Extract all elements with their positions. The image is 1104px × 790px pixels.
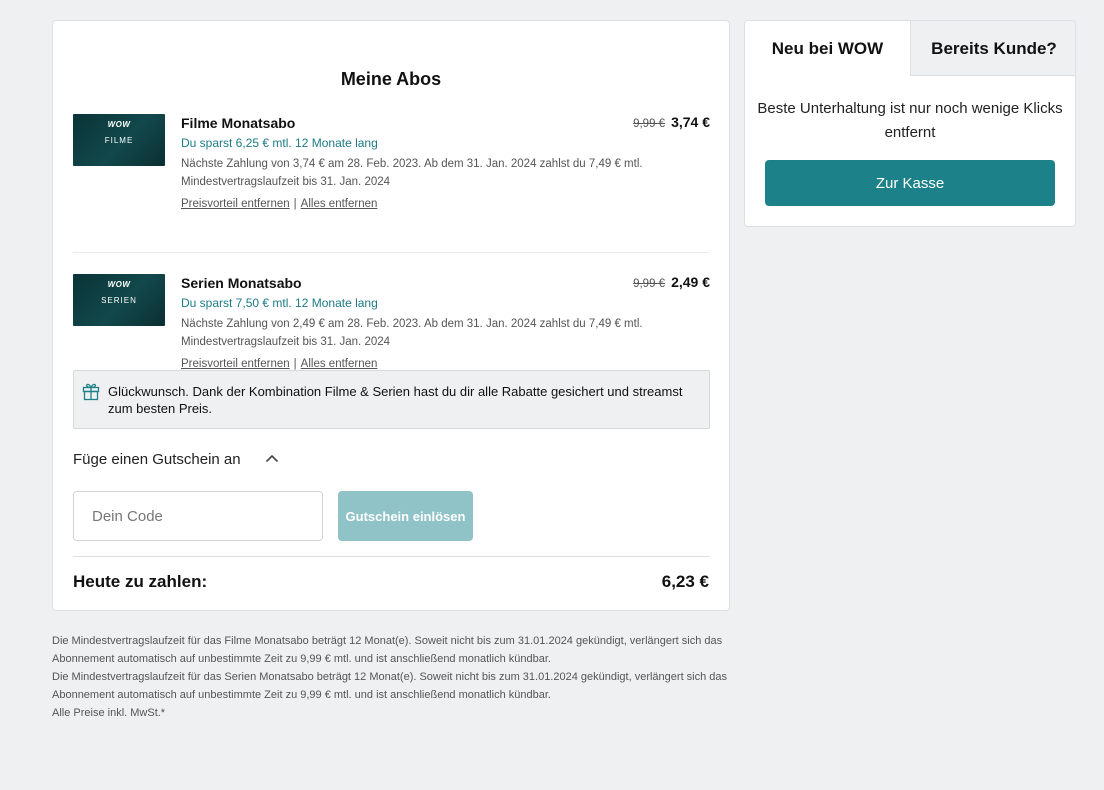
legal-disclaimer <box>52 632 732 722</box>
item-name: Filme Monatsabo <box>181 115 296 131</box>
thumbnail-logo: WOW <box>107 280 131 289</box>
subscription-item-serien <box>73 252 710 372</box>
old-price: 9,99 € <box>633 118 666 130</box>
combo-discount-notice <box>73 370 710 429</box>
cart-title: Meine Abos <box>340 69 442 89</box>
checkout-message: Beste Unterhaltung ist nur noch wenige Klicks entfernt <box>757 100 1063 141</box>
new-price: 2,49 € <box>671 274 710 290</box>
item-savings: Du sparst 7,50 € mtl. 12 Monate lang <box>181 296 378 310</box>
checkout-button[interactable]: Zur Kasse <box>765 160 1055 206</box>
item-next-payment <box>181 315 701 351</box>
coupon-toggle[interactable] <box>73 450 279 470</box>
disclaimer-filme: Die Mindestvertragslaufzeit für das Filme Monatsabo beträgt 12 Monat(e). Soweit nicht bis zum 31.01.2024 gekündigt, verlängert sich das Abonnement automatisch auf unbestimmte Zeit zu 9,99 € mtl. und ist anschließend monatlich kündbar. <box>52 635 723 665</box>
thumbnail-category: FILME <box>104 136 134 145</box>
subscription-item-filme <box>73 114 710 234</box>
remove-discount-link[interactable]: Preisvorteil entfernen <box>181 358 290 370</box>
divider <box>73 556 710 557</box>
tab-new-customer[interactable]: Neu bei WOW <box>745 21 910 76</box>
old-price: 9,99 € <box>633 278 666 290</box>
serien-thumbnail <box>73 274 165 326</box>
item-next-payment <box>181 155 701 191</box>
item-savings: Du sparst 6,25 € mtl. 12 Monate lang <box>181 136 378 150</box>
remove-discount-link[interactable]: Preisvorteil entfernen <box>181 198 290 210</box>
new-price: 3,74 € <box>671 114 710 130</box>
item-price <box>633 274 710 290</box>
link-separator: | <box>293 198 297 210</box>
divider <box>73 610 710 611</box>
remove-all-link[interactable]: Alles entfernen <box>300 358 378 370</box>
coupon-code-input[interactable] <box>73 491 323 541</box>
remove-all-link[interactable]: Alles entfernen <box>300 198 378 210</box>
total-value: 6,23 € <box>661 572 709 591</box>
tab-existing-customer[interactable]: Bereits Kunde? <box>910 21 1076 76</box>
item-name: Serien Monatsabo <box>181 275 302 291</box>
next-payment-text: Nächste Zahlung von 2,49 € am 28. Feb. 2023. Ab dem 31. Jan. 2024 zahlst du 7,49 € mtl. <box>181 318 643 330</box>
min-term-text: Mindestvertragslaufzeit bis 31. Jan. 2024 <box>181 336 391 348</box>
cart-card <box>52 20 730 611</box>
filme-thumbnail <box>73 114 165 166</box>
redeem-coupon-button[interactable]: Gutschein einlösen <box>338 491 473 541</box>
min-term-text: Mindestvertragslaufzeit bis 31. Jan. 2024 <box>181 176 391 188</box>
chevron-up-icon <box>265 454 279 463</box>
item-links <box>181 196 701 212</box>
link-separator: | <box>293 358 297 370</box>
gift-icon <box>82 381 100 401</box>
notice-text: Glückwunsch. Dank der Kombination Filme & Serien hast du dir alle Rabatte gesichert und streamst zum besten Preis. <box>108 384 683 416</box>
next-payment-text: Nächste Zahlung von 3,74 € am 28. Feb. 2023. Ab dem 31. Jan. 2024 zahlst du 7,49 € mtl. <box>181 158 643 170</box>
checkout-panel <box>744 20 1076 227</box>
coupon-toggle-label: Füge einen Gutschein an <box>73 451 241 468</box>
thumbnail-logo: WOW <box>107 120 131 129</box>
item-price <box>633 114 710 130</box>
disclaimer-serien: Die Mindestvertragslaufzeit für das Serien Monatsabo beträgt 12 Monat(e). Soweit nicht bis zum 31.01.2024 gekündigt, verlängert sich das Abonnement automatisch auf unbestimmte Zeit zu 9,99 € mtl. und ist anschließend monatlich kündbar. <box>52 671 728 701</box>
thumbnail-category: SERIEN <box>101 296 137 305</box>
total-label: Heute zu zahlen: <box>73 572 208 591</box>
disclaimer-vat: Alle Preise inkl. MwSt.* <box>52 707 166 719</box>
item-info <box>181 274 701 372</box>
item-info <box>181 114 701 212</box>
